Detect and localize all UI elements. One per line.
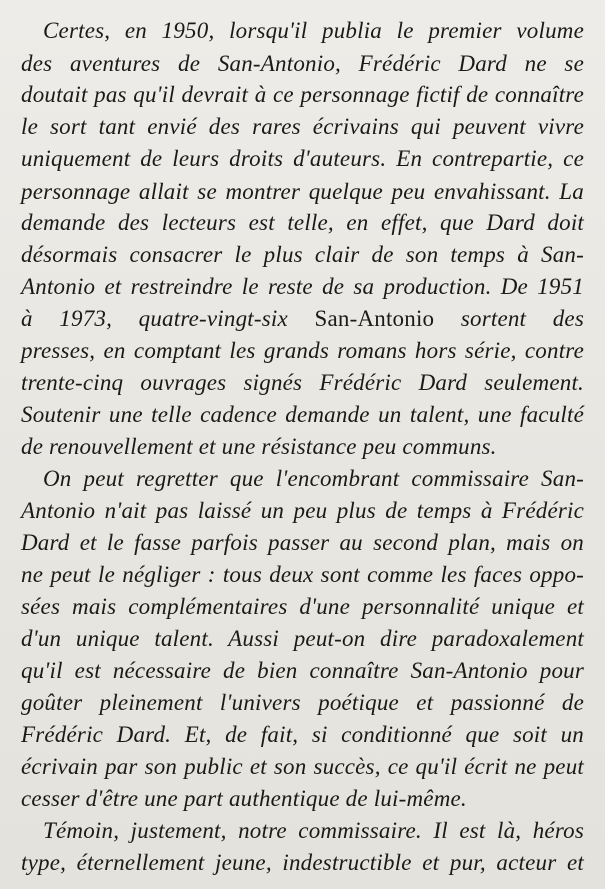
text-line: des aventures de San-Antonio, Frédéric Dard ne se	[21, 51, 584, 76]
text-line: trente-cinq ouvrages signés Frédéric Dard seulement.	[21, 370, 584, 395]
text-run: à 1973, quatre-vingt-six	[21, 306, 315, 331]
text-run: sortent des	[434, 306, 584, 331]
text-line: d'un unique talent. Aussi peut-on dire paradoxalement	[21, 626, 584, 651]
text-line: Certes, en 1950, lorsqu'il publia le premier volume	[43, 18, 584, 43]
text-line: personnage allait se montrer quelque peu envahissant. La	[21, 179, 584, 204]
text-line: Antonio et restreindre le reste de sa production. De 1951	[21, 274, 584, 299]
text-line: Antonio n'ait pas laissé un peu plus de temps à Frédéric	[21, 498, 584, 523]
text-line: écrivain par son public et son succès, ce qu'il écrit ne peut	[21, 754, 584, 779]
text-line: Soutenir une telle cadence demande un talent, une faculté	[21, 402, 584, 427]
text-line: doutait pas qu'il devrait à ce personnage fictif de connaître	[21, 82, 584, 107]
text-line: ne peut le négliger : tous deux sont comme les faces oppo-	[21, 562, 584, 587]
text-line: type, éternellement jeune, indestructible et pur, acteur et	[21, 850, 584, 875]
text-line	[21, 305, 584, 333]
text-line: Frédéric Dard. Et, de fait, si conditionné que soit un	[21, 722, 584, 747]
text-line: goûter pleinement l'univers poétique et passionné de	[21, 690, 584, 715]
text-line: qu'il est nécessaire de bien connaître San-Antonio pour	[21, 658, 584, 683]
text-line: cesser d'être une part authentique de lui-même.	[21, 786, 467, 811]
text-line: presses, en comptant les grands romans hors série, contre	[21, 338, 584, 363]
text-line: le sort tant envié des rares écrivains qui peuvent vivre	[21, 114, 584, 139]
series-title: San-Antonio	[314, 306, 435, 331]
text-line: Dard et le fasse parfois passer au second plan, mais on	[21, 530, 584, 555]
text-line: demande des lecteurs est telle, en effet, que Dard doit	[21, 210, 584, 235]
text-line: uniquement de leurs droits d'auteurs. En contrepartie, ce	[21, 146, 584, 171]
text-line: Témoin, justement, notre commissaire. Il est là, héros	[43, 818, 584, 843]
text-line: de renouvellement et une résistance peu communs.	[21, 434, 497, 459]
text-line: désormais consacrer le plus clair de son temps à San-	[21, 242, 584, 267]
text-line: sées mais complémentaires d'une personnalité unique et	[21, 594, 584, 619]
text-line: On peut regretter que l'encombrant commissaire San-	[43, 466, 584, 491]
